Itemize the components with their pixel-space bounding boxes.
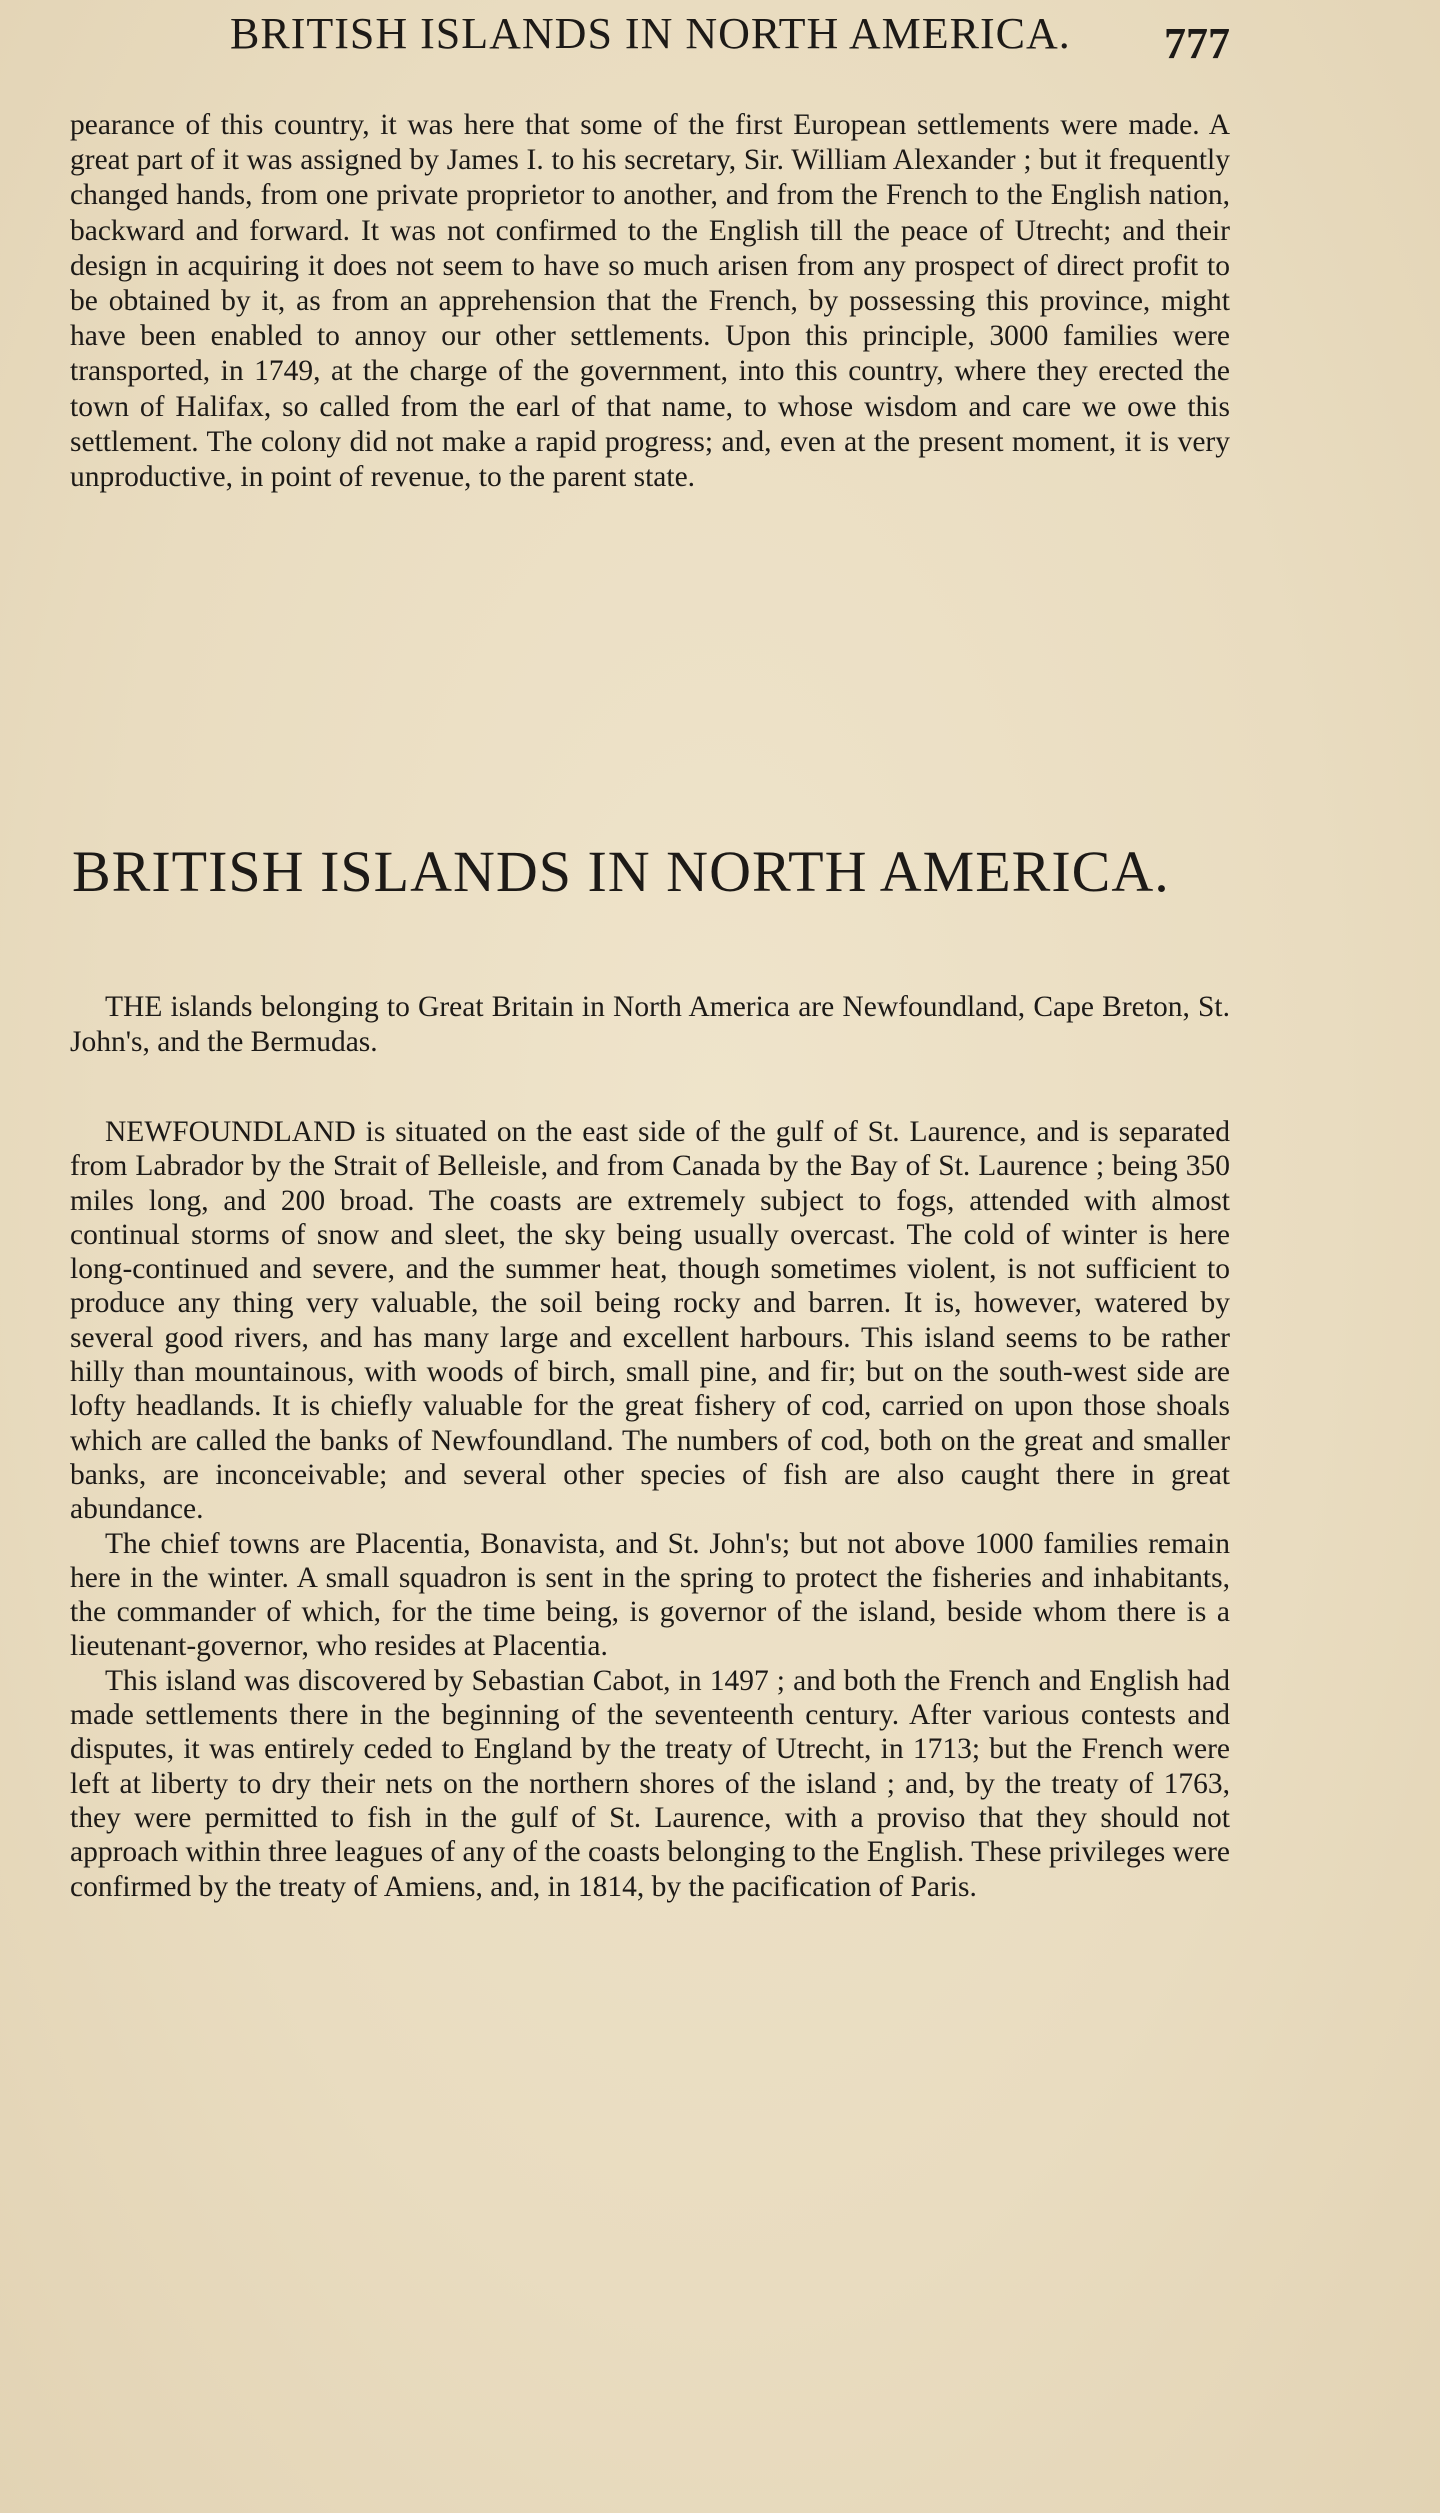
intro-paragraph: THE islands belonging to Great Britain in North America are Newfoundland, Cape Breton, St. John's, and the Bermudas.: [70, 991, 1230, 1059]
running-title: BRITISH ISLANDS IN NORTH AMERICA.: [230, 9, 1071, 58]
section-title: BRITISH ISLANDS IN NORTH AMERICA.: [72, 839, 1170, 904]
newfoundland-block: [70, 1115, 1230, 1904]
continuation-block: [70, 108, 1230, 495]
body-paragraph: NEWFOUNDLAND is situated on the east side of the gulf of St. Laurence, and is separated from Labrador by the Strait of Belleisle, and from Canada by the Bay of St. Laurence ; being 350 miles long, and 200 broad. The coasts are extremely subject to fogs, attended with almost continual storms of snow and sleet, the sky being usually overcast. The cold of winter is here long-continued and severe, and the summer heat, though sometimes violent, is not sufficient to produce any thing very valuable, the soil being rocky and barren. It is, however, watered by several good rivers, and has many large and excellent harbours. This island seems to be rather hilly than mountainous, with woods of birch, small pine, and fir; but on the south-west side are lofty headlands. It is chiefly valuable for the great fishery of cod, carried on upon those shoals which are called the banks of Newfoundland. The numbers of cod, both on the great and smaller banks, are inconceivable; and several other species of fish are also caught there in great abundance.: [70, 1116, 1230, 1526]
intro-block: [70, 990, 1230, 1060]
page-number: 777: [1164, 19, 1230, 68]
continuation-paragraph: pearance of this country, it was here that some of the first European settlements were made. A great part of it was assigned by James I. to his secretary, Sir. William Alexander ; but it frequently changed hands, from one private proprietor to another, and from the French to the English nation, backward and forward. It was not confirmed to the English till the peace of Utrecht; and their design in acquiring it does not seem to have so much arisen from any prospect of direct profit to be obtained by it, as from an apprehension that the French, by possessing this province, might have been enabled to annoy our other settlements. Upon this principle, 3000 families were transported, in 1749, at the charge of the government, into this country, where they erected the town of Halifax, so called from the earl of that name, to whose wisdom and care we owe this settlement. The colony did not make a rapid progress; and, even at the present moment, it is very unproductive, in point of revenue, to the parent state.: [70, 109, 1230, 494]
running-header: [70, 8, 1230, 68]
body-paragraph: This island was discovered by Sebastian Cabot, in 1497 ; and both the French and English had made settlements there in the beginning of the seventeenth century. After various contests and disputes, it was entirely ceded to England by the treaty of Utrecht, in 1713; but the French were left at liberty to dry their nets on the northern shores of the island ; and, by the treaty of 1763, they were permitted to fish in the gulf of St. Laurence, with a proviso that they should not approach within three leagues of any of the coasts belonging to the English. These privileges were confirmed by the treaty of Amiens, and, in 1814, by the pacification of Paris.: [70, 1664, 1230, 1903]
body-paragraph: The chief towns are Placentia, Bonavista, and St. John's; but not above 1000 families remain here in the winter. A small squadron is sent in the spring to protect the fisheries and inhabitants, the commander of which, for the time being, is governor of the island, beside whom there is a lieutenant-governor, who resides at Placentia.: [70, 1527, 1230, 1663]
